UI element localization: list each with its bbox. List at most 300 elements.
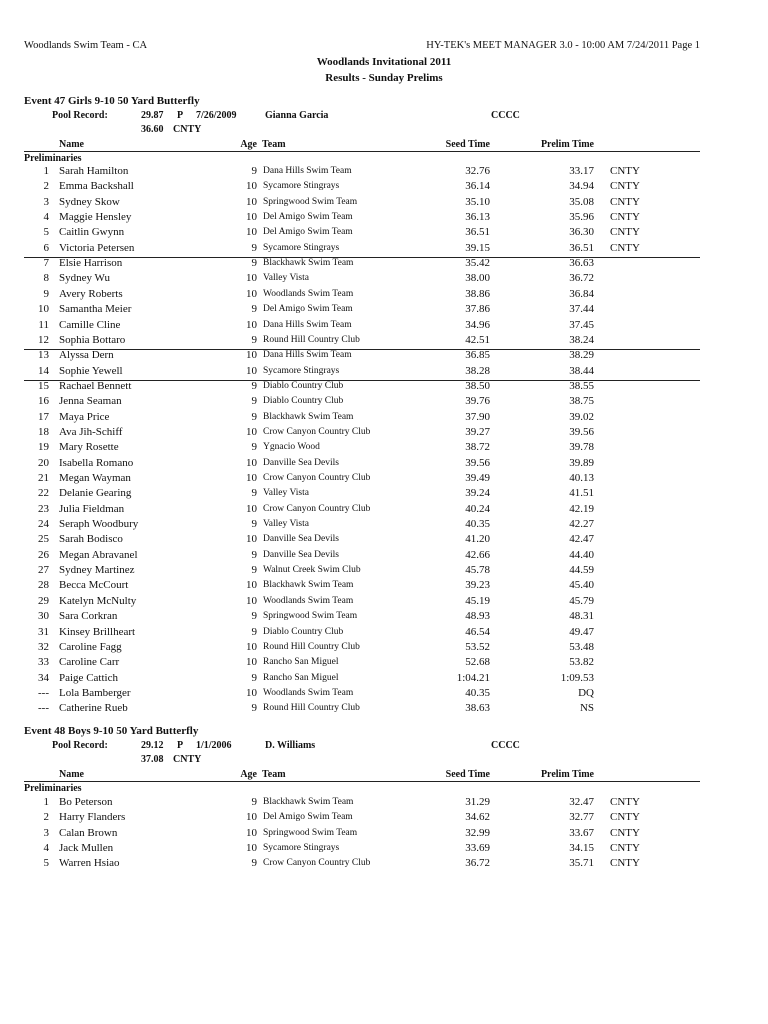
swimmer-name-cell: Calan Brown (59, 826, 118, 839)
result-row (0, 565, 768, 580)
header-divider (24, 781, 700, 782)
result-row (0, 442, 768, 457)
seed-time-cell: 45.78 (465, 564, 490, 577)
swimmer-name-cell: Maggie Hensley (59, 211, 132, 224)
swimmer-name-cell: Emma Backshall (59, 180, 134, 193)
swimmer-name-cell: Victoria Petersen (59, 241, 135, 254)
place-cell: 4 (43, 842, 49, 855)
prelim-time-cell: 38.44 (569, 364, 594, 377)
age-cell: 10 (246, 686, 257, 699)
result-row (0, 534, 768, 549)
place-cell: 1 (43, 796, 49, 808)
age-cell: 10 (246, 318, 257, 331)
age-cell: 9 (251, 379, 257, 392)
seed-time-cell: 36.14 (465, 180, 490, 193)
place-cell: 5 (43, 857, 49, 870)
age-cell: 10 (246, 272, 257, 285)
prelim-time-cell: NS (579, 702, 594, 715)
result-row (0, 273, 768, 288)
pool-record-time: 29.87 (141, 110, 164, 121)
swimmer-name-cell: Delanie Gearing (59, 487, 132, 500)
age-cell: 10 (246, 349, 257, 362)
column-header-age: Age (240, 769, 257, 780)
age-cell: 10 (246, 195, 257, 208)
swimmer-name-cell: Sophie Yewell (59, 364, 123, 377)
prelim-time-cell: 36.63 (569, 257, 594, 270)
seed-time-cell: 39.76 (465, 395, 490, 408)
seed-time-cell: 35.42 (465, 257, 490, 270)
place-cell: 11 (38, 318, 49, 331)
age-cell: 9 (251, 441, 257, 454)
result-row (0, 642, 768, 657)
result-row (0, 797, 768, 812)
swimmer-name-cell: Elsie Harrison (59, 257, 123, 270)
result-row (0, 688, 768, 703)
result-row (0, 396, 768, 411)
pool-record-flag: P (177, 740, 184, 751)
place-cell: 15 (38, 379, 49, 392)
column-header-name: Name (59, 769, 84, 780)
seed-time-cell: 36.51 (465, 226, 490, 239)
place-cell: 24 (38, 518, 49, 531)
qualifier-cell: CNTY (610, 226, 640, 239)
result-row (0, 627, 768, 642)
swimmer-name-cell: Sydney Martinez (59, 564, 135, 577)
prelim-time-cell: 38.55 (569, 379, 594, 392)
team-cell: Walnut Creek Swim Club (263, 565, 361, 576)
result-row (0, 166, 768, 181)
seed-time-cell: 38.63 (465, 702, 490, 715)
prelim-time-cell: 38.29 (569, 349, 594, 362)
place-cell: 33 (38, 656, 49, 669)
team-cell: Diablo Country Club (263, 396, 344, 407)
result-row (0, 703, 768, 718)
age-cell: 9 (251, 857, 257, 870)
swimmer-name-cell: Jack Mullen (59, 842, 114, 855)
result-row (0, 258, 768, 273)
prelim-time-cell: 34.15 (569, 842, 594, 855)
place-cell: 21 (38, 472, 49, 484)
seed-time-cell: 34.62 (465, 811, 490, 824)
team-cell: Blackhawk Swim Team (263, 580, 354, 591)
place-cell: 8 (43, 272, 49, 285)
team-cell: Sycamore Stingrays (263, 181, 340, 192)
seed-time-cell: 31.29 (465, 796, 490, 808)
seed-time-cell: 38.50 (465, 379, 490, 392)
seed-time-cell: 39.56 (465, 456, 490, 469)
swimmer-name-cell: Ava Jih-Schiff (59, 425, 123, 438)
team-cell: Woodlands Swim Team (263, 595, 354, 606)
age-cell: 10 (246, 533, 257, 546)
team-cell: Dana Hills Swim Team (263, 166, 352, 176)
team-cell: Crow Canyon Country Club (263, 503, 371, 514)
meet-title: Woodlands Invitational 2011 (316, 56, 452, 68)
team-cell: Springwood Swim Team (263, 196, 358, 207)
place-cell: 26 (38, 548, 49, 561)
place-cell: --- (38, 686, 49, 699)
county-standard-label: CNTY (173, 124, 202, 135)
team-cell: Springwood Swim Team (263, 827, 358, 838)
age-cell: 10 (246, 579, 257, 592)
age-cell: 9 (251, 518, 257, 531)
prelim-time-cell: DQ (578, 686, 594, 699)
place-cell: 3 (43, 826, 49, 839)
team-cell: Del Amigo Swim Team (263, 227, 353, 238)
section-label: Preliminaries (24, 153, 82, 164)
place-cell: 3 (43, 195, 49, 208)
qualifier-cell: CNTY (610, 211, 640, 224)
county-standard-label: CNTY (173, 754, 202, 765)
swimmer-name-cell: Sophia Bottaro (59, 333, 126, 346)
team-cell: Rancho San Miguel (263, 657, 339, 668)
team-cell: Del Amigo Swim Team (263, 812, 353, 823)
team-cell: Dana Hills Swim Team (263, 350, 352, 361)
column-header-name: Name (59, 139, 84, 150)
prelim-time-cell: 35.96 (569, 211, 594, 224)
team-cell: Ygnacio Wood (263, 442, 320, 453)
age-cell: 10 (246, 180, 257, 193)
age-cell: 9 (251, 610, 257, 623)
age-cell: 10 (246, 287, 257, 300)
result-row (0, 843, 768, 858)
team-cell: Rancho San Miguel (263, 672, 339, 683)
seed-time-cell: 35.10 (465, 195, 490, 208)
team-cell: Woodlands Swim Team (263, 288, 354, 299)
team-cell: Diablo Country Club (263, 380, 344, 391)
qualifier-cell: CNTY (610, 857, 640, 870)
prelim-time-cell: 32.47 (569, 796, 594, 808)
prelim-time-cell: 39.78 (569, 441, 594, 454)
result-row (0, 335, 768, 350)
swimmer-name-cell: Isabella Romano (59, 456, 134, 469)
prelim-time-cell: 39.56 (569, 425, 594, 438)
seed-time-cell: 37.86 (465, 303, 490, 316)
seed-time-cell: 40.35 (465, 518, 490, 531)
seed-time-cell: 38.72 (465, 441, 490, 454)
prelim-time-cell: 49.47 (569, 625, 594, 638)
swimmer-name-cell: Sara Corkran (59, 610, 118, 623)
place-cell: 16 (38, 395, 49, 408)
age-cell: 9 (251, 410, 257, 423)
result-row (0, 519, 768, 534)
team-cell: Danville Sea Devils (263, 549, 339, 560)
swimmer-name-cell: Catherine Rueb (59, 702, 128, 715)
qualifier-cell: CNTY (610, 811, 640, 824)
age-cell: 10 (246, 826, 257, 839)
seed-time-cell: 38.28 (465, 364, 490, 377)
age-cell: 9 (251, 303, 257, 316)
seed-time-cell: 42.66 (465, 548, 490, 561)
seed-time-cell: 40.35 (465, 686, 490, 699)
age-cell: 10 (246, 456, 257, 469)
swimmer-name-cell: Paige Cattich (59, 671, 118, 684)
seed-time-cell: 32.76 (465, 165, 490, 177)
team-cell: Valley Vista (263, 519, 309, 530)
prelim-time-cell: 33.67 (569, 826, 594, 839)
team-cell: Del Amigo Swim Team (263, 304, 353, 315)
place-cell: 29 (38, 594, 49, 607)
age-cell: 10 (246, 364, 257, 377)
prelim-time-cell: 36.72 (569, 272, 594, 285)
prelim-time-cell: 42.19 (569, 502, 594, 515)
result-row (0, 611, 768, 626)
prelim-time-cell: 1:09.53 (560, 671, 594, 684)
seed-time-cell: 1:04.21 (456, 671, 490, 684)
swimmer-name-cell: Caroline Fagg (59, 640, 122, 653)
pool-record-code: CCCC (491, 110, 520, 121)
team-cell: Crow Canyon Country Club (263, 426, 371, 437)
prelim-time-cell: 37.45 (569, 318, 594, 331)
place-cell: 27 (38, 564, 49, 577)
swimmer-name-cell: Seraph Woodbury (59, 518, 139, 531)
team-cell: Sycamore Stingrays (263, 242, 340, 253)
place-cell: 4 (43, 211, 49, 224)
age-cell: 10 (246, 640, 257, 653)
team-cell: Sycamore Stingrays (263, 843, 340, 854)
event-47-title: Event 47 Girls 9-10 50 Yard Butterfly (24, 95, 200, 107)
prelim-time-cell: 41.51 (569, 487, 594, 500)
result-row (0, 181, 768, 196)
pool-record-flag: P (177, 110, 184, 121)
column-header-prelim: Prelim Time (540, 139, 594, 150)
team-cell: Round Hill Country Club (263, 703, 360, 714)
seed-time-cell: 48.93 (465, 610, 490, 623)
pool-record-holder: D. Williams (265, 740, 316, 751)
swimmer-name-cell: Megan Wayman (59, 472, 131, 484)
pool-record-date: 1/1/2006 (196, 740, 232, 751)
qualifier-cell: CNTY (610, 180, 640, 193)
pool-record-code: CCCC (491, 740, 520, 751)
team-cell: Blackhawk Swim Team (263, 411, 354, 422)
result-row (0, 550, 768, 565)
swimmer-name-cell: Avery Roberts (59, 287, 123, 300)
seed-time-cell: 33.69 (465, 842, 490, 855)
result-row (0, 304, 768, 319)
swimmer-name-cell: Bo Peterson (59, 796, 113, 808)
swimmer-name-cell: Julia Fieldman (59, 502, 125, 515)
team-cell: Crow Canyon Country Club (263, 473, 371, 483)
result-row (0, 458, 768, 473)
seed-time-cell: 36.85 (465, 349, 490, 362)
result-row (0, 596, 768, 611)
result-row (0, 212, 768, 227)
result-row (0, 381, 768, 396)
place-cell: 9 (43, 287, 49, 300)
result-row (0, 657, 768, 672)
prelim-time-cell: 34.94 (569, 180, 594, 193)
age-cell: 9 (251, 395, 257, 408)
place-cell: 18 (38, 425, 49, 438)
prelim-time-cell: 37.44 (569, 303, 594, 316)
prelim-time-cell: 45.79 (569, 594, 594, 607)
prelim-time-cell: 38.75 (569, 395, 594, 408)
seed-time-cell: 34.96 (465, 318, 490, 331)
prelim-time-cell: 39.02 (569, 410, 594, 423)
team-cell: Danville Sea Devils (263, 457, 339, 468)
place-cell: 2 (43, 811, 49, 824)
swimmer-name-cell: Lola Bamberger (59, 686, 131, 699)
age-cell: 10 (246, 425, 257, 438)
qualifier-cell: CNTY (610, 195, 640, 208)
prelim-time-cell: 32.77 (569, 811, 594, 824)
swimmer-name-cell: Becca McCourt (59, 579, 129, 592)
team-cell: Round Hill Country Club (263, 641, 360, 652)
swimmer-name-cell: Rachael Bennett (59, 379, 132, 392)
team-cell: Dana Hills Swim Team (263, 319, 352, 330)
place-cell: 10 (38, 303, 49, 316)
swimmer-name-cell: Katelyn McNulty (59, 594, 137, 607)
qualifier-cell: CNTY (610, 165, 640, 177)
prelim-time-cell: 42.27 (569, 518, 594, 531)
pool-record-holder: Gianna Garcia (265, 110, 329, 121)
result-row (0, 427, 768, 442)
age-cell: 9 (251, 702, 257, 715)
team-cell: Danville Sea Devils (263, 534, 339, 545)
prelim-time-cell: 42.47 (569, 533, 594, 546)
result-row (0, 227, 768, 242)
seed-time-cell: 39.23 (465, 579, 490, 592)
age-cell: 9 (251, 796, 257, 808)
swimmer-name-cell: Sarah Bodisco (59, 533, 123, 546)
age-cell: 10 (246, 472, 257, 484)
age-cell: 9 (251, 333, 257, 346)
age-cell: 10 (246, 656, 257, 669)
result-row (0, 473, 768, 488)
result-row (0, 412, 768, 427)
team-cell: Blackhawk Swim Team (263, 797, 354, 807)
software-info: HY-TEK's MEET MANAGER 3.0 - 10:00 AM 7/24/2011 Page 1 (426, 40, 700, 51)
team-cell: Valley Vista (263, 273, 309, 284)
column-header-seed: Seed Time (445, 139, 490, 150)
prelim-time-cell: 53.48 (569, 640, 594, 653)
team-cell: Valley Vista (263, 488, 309, 499)
team-cell: Round Hill Country Club (263, 334, 360, 345)
result-row (0, 320, 768, 335)
result-row (0, 289, 768, 304)
seed-time-cell: 32.99 (465, 826, 490, 839)
seed-time-cell: 46.54 (465, 625, 490, 638)
result-row (0, 673, 768, 688)
place-cell: 30 (38, 610, 49, 623)
seed-time-cell: 53.52 (465, 640, 490, 653)
prelim-time-cell: 38.24 (569, 333, 594, 346)
column-header-team: Team (262, 139, 286, 150)
heat-divider (24, 380, 700, 381)
pool-record-time: 29.12 (141, 740, 164, 751)
swimmer-name-cell: Warren Hsiao (59, 857, 120, 870)
prelim-time-cell: 35.71 (569, 857, 594, 870)
place-cell: 5 (43, 226, 49, 239)
seed-time-cell: 41.20 (465, 533, 490, 546)
team-cell: Diablo Country Club (263, 626, 344, 637)
team-cell: Blackhawk Swim Team (263, 258, 354, 269)
prelim-time-cell: 33.17 (569, 165, 594, 177)
swimmer-name-cell: Alyssa Dern (59, 349, 114, 362)
seed-time-cell: 36.72 (465, 857, 490, 870)
prelim-time-cell: 44.40 (569, 548, 594, 561)
result-row (0, 488, 768, 503)
prelim-time-cell: 36.30 (569, 226, 594, 239)
place-cell: 22 (38, 487, 49, 500)
age-cell: 10 (246, 811, 257, 824)
swimmer-name-cell: Sydney Skow (59, 195, 120, 208)
seed-time-cell: 39.24 (465, 487, 490, 500)
place-cell: 14 (38, 364, 49, 377)
team-cell: Springwood Swim Team (263, 611, 358, 622)
place-cell: 2 (43, 180, 49, 193)
swimmer-name-cell: Megan Abravanel (59, 548, 138, 561)
pool-record-label: Pool Record: (52, 740, 108, 751)
seed-time-cell: 40.24 (465, 502, 490, 515)
pool-record-label: Pool Record: (52, 110, 108, 121)
place-cell: 17 (38, 410, 49, 423)
place-cell: 20 (38, 456, 49, 469)
pool-record-date: 7/26/2009 (196, 110, 237, 121)
prelim-time-cell: 48.31 (569, 610, 594, 623)
swimmer-name-cell: Jenna Seaman (59, 395, 122, 408)
age-cell: 10 (246, 211, 257, 224)
column-header-age: Age (240, 139, 257, 150)
prelim-time-cell: 45.40 (569, 579, 594, 592)
place-cell: 34 (38, 671, 49, 684)
swimmer-name-cell: Sarah Hamilton (59, 165, 129, 177)
place-cell: 1 (43, 165, 49, 177)
seed-time-cell: 38.86 (465, 287, 490, 300)
result-row (0, 366, 768, 381)
prelim-time-cell: 44.59 (569, 564, 594, 577)
prelim-time-cell: 40.13 (569, 472, 594, 484)
results-subtitle: Results - Sunday Prelims (325, 72, 443, 84)
team-cell: Del Amigo Swim Team (263, 212, 353, 223)
age-cell: 10 (246, 594, 257, 607)
place-cell: 23 (38, 502, 49, 515)
team-cell: Woodlands Swim Team (263, 687, 354, 698)
seed-time-cell: 39.49 (465, 472, 490, 484)
qualifier-cell: CNTY (610, 796, 640, 808)
place-cell: 7 (43, 257, 49, 270)
place-cell: 28 (38, 579, 49, 592)
seed-time-cell: 36.13 (465, 211, 490, 224)
seed-time-cell: 39.15 (465, 241, 490, 254)
seed-time-cell: 38.00 (465, 272, 490, 285)
swimmer-name-cell: Caroline Carr (59, 656, 120, 669)
column-header-prelim: Prelim Time (540, 769, 594, 780)
prelim-time-cell: 53.82 (569, 656, 594, 669)
swimmer-name-cell: Sydney Wu (59, 272, 110, 285)
age-cell: 10 (246, 842, 257, 855)
prelim-time-cell: 36.51 (569, 241, 594, 254)
age-cell: 9 (251, 548, 257, 561)
result-row (0, 828, 768, 843)
seed-time-cell: 45.19 (465, 594, 490, 607)
result-row (0, 197, 768, 212)
age-cell: 9 (251, 241, 257, 254)
swimmer-name-cell: Caitlin Gwynn (59, 226, 125, 239)
meet-host: Woodlands Swim Team - CA (24, 40, 148, 51)
team-cell: Crow Canyon Country Club (263, 858, 371, 869)
qualifier-cell: CNTY (610, 826, 640, 839)
swimmer-name-cell: Samantha Meier (59, 303, 132, 316)
result-row (0, 504, 768, 519)
county-standard-time: 36.60 (141, 124, 164, 135)
seed-time-cell: 37.90 (465, 410, 490, 423)
prelim-time-cell: 36.84 (569, 287, 594, 300)
result-row (0, 812, 768, 827)
place-cell: 12 (38, 333, 49, 346)
seed-time-cell: 52.68 (465, 656, 490, 669)
county-standard-time: 37.08 (141, 754, 164, 765)
swimmer-name-cell: Mary Rosette (59, 441, 119, 454)
